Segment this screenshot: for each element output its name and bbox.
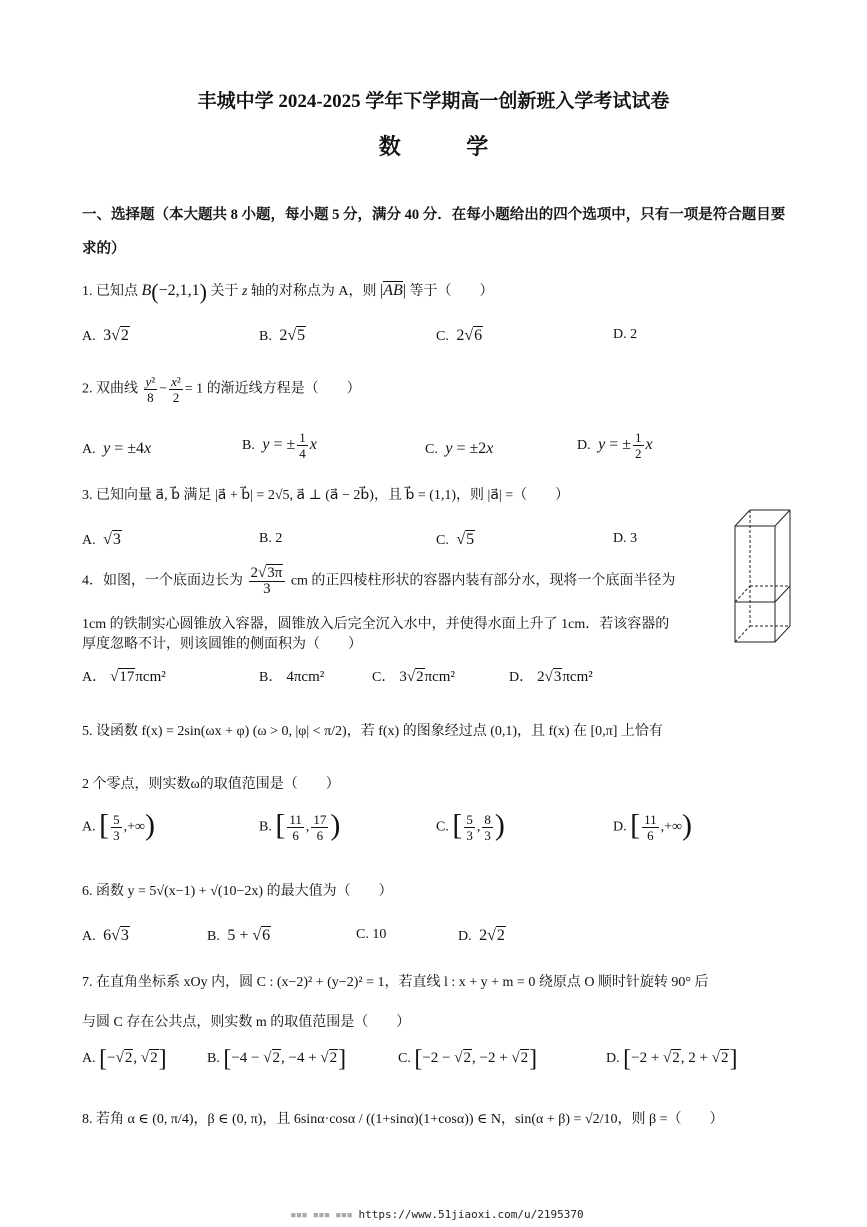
footer-watermark: ▪▪▪ ▪▪▪ ▪▪▪ https://www.51jiaoxi.com/u/2195370 [290,1208,584,1221]
q3-option-b[interactable]: B. 2 [259,531,283,546]
question-2: 2. 双曲线 $\frac{\text{y²}}{8}$ − $\frac{\text{x²}}{2}$ = 1 的渐近线方程是（ ） [82,374,361,405]
q4-option-a[interactable]: A． √17πcm² [82,669,166,685]
q4-option-c[interactable]: C． 3√2πcm² [372,669,455,685]
q2-option-c[interactable]: C. y = ±2x [425,440,494,457]
q1-suffix: 等于（ ） [409,284,494,299]
question-4-line-3: 厚度忽略不计，则该圆锥的侧面积为（ ） [82,637,362,652]
q4-option-d[interactable]: D． 2√3πcm² [509,669,593,685]
q1-prefix: 1. 已知点 [82,284,138,299]
prism-figure [734,508,792,644]
q6-option-d[interactable]: D. 2√2 [458,927,505,944]
q5-option-a[interactable]: A. [ $\frac{5}{3}$ ,+∞) [82,808,156,843]
question-4-line-2: 1cm 的铁制实心圆锥放入容器，圆锥放入后完全沉入水中，并使得水面上升了 1cm．若该容器的 [82,617,670,632]
q6-option-c[interactable]: C. 10 [356,927,387,942]
subject-title: 数 学 [378,134,519,159]
q3-option-c[interactable]: C. √5 [436,531,475,548]
q5-option-d[interactable]: D. [ $\frac{11}{6}$ ,+∞) [613,808,693,843]
q1-axis: z [241,284,248,299]
q1-mid: 关于 [210,284,239,299]
exam-title: 丰城中学 2024-2025 学年下学期高一创新班入学考试试卷 [197,91,670,112]
q2-option-a[interactable]: A. y = ±4x [82,440,152,457]
q7-option-d[interactable]: D. [−2 + √2, 2 + √2] [606,1046,738,1072]
q2-option-d[interactable]: D. y = ± $\frac{1}{2}$ x [577,430,653,461]
q4-option-b[interactable]: B． 4πcm² [259,669,325,685]
q6-option-a[interactable]: A. 6√3 [82,927,129,944]
q3-option-d[interactable]: D. 3 [613,531,638,546]
footer-url[interactable]: https://www.51jiaoxi.com/u/2195370 [358,1208,584,1221]
q5-option-c[interactable]: C. [ $\frac{5}{3}$ , $\frac{8}{3}$ ) [436,808,505,843]
question-7-line-1: 7. 在直角坐标系 xOy 内，圆 C : (x−2)² + (y−2)² = 1，若直线 l : x + y + m = 0 绕原点 O 顺时针旋转 90° 后 [82,975,709,990]
q1-option-d[interactable]: D. 2 [613,327,638,342]
section-heading: 一、选择题（本大题共 8 小题，每小题 5 分，满分 40 分．在每小题给出的四个选项中，只有一项是符合题目要求的） [82,207,786,257]
question-1: 1. 已知点 B(−2,1,1) 关于 z 轴的对称点为 A，则 |AB| 等于（ ） [82,279,494,304]
question-5-line-1: 5. 设函数 f(x) = 2sin(ωx + φ) (ω > 0, |φ| < π/2)，若 f(x) 的图象经过点 (0,1)，且 f(x) 在 [0,π] 上恰有 [82,724,663,739]
q2-option-b[interactable]: B. y = ± $\frac{1}{4}$ x [242,430,317,461]
q7-option-b[interactable]: B. [−4 − √2, −4 + √2] [207,1046,347,1072]
q6-option-b[interactable]: B. 5 + √6 [207,927,271,944]
question-6: 6. 函数 y = 5√(x−1) + √(10−2x) 的最大值为（ ） [82,884,393,899]
q7-option-a[interactable]: A. [−√2, √2] [82,1046,167,1072]
question-8: 8. 若角 α ∈ (0, π/4)，β ∈ (0, π)，且 6sinα·cosα / ((1+sinα)(1+cosα)) ∈ N，sin(α + β) = √2/10，则 β =（ ） [82,1112,724,1127]
q1-mid2: 轴的对称点为 A，则 [250,284,377,299]
q1-option-b[interactable]: B. 2√5 [259,327,306,344]
q3-option-a[interactable]: A. √3 [82,531,121,548]
q1-option-c[interactable]: C. 2√6 [436,327,483,344]
q7-option-c[interactable]: C. [−2 − √2, −2 + √2] [398,1046,538,1072]
question-4-line-1: 4．如图，一个底面边长为 $\frac{2√3\pi}{3}$ cm 的正四棱柱形状的容器内装有部分水，现将一个底面半径为 [82,565,676,597]
question-3: 3. 已知向量 a⃗, b⃗ 满足 |a⃗ + b⃗| = 2√5, a⃗ ⊥ (a⃗ − 2b⃗)，且 b⃗ = (1,1)，则 |a⃗| =（ ） [82,488,570,503]
q1-option-a[interactable]: A. 3√2 [82,327,129,344]
question-5-line-2: 2 个零点，则实数ω的取值范围是（ ） [82,777,340,792]
question-7-line-2: 与圆 C 存在公共点，则实数 m 的取值范围是（ ） [82,1015,411,1030]
q5-option-b[interactable]: B. [ $\frac{11}{6}$ , $\frac{17}{6}$ ) [259,808,341,843]
